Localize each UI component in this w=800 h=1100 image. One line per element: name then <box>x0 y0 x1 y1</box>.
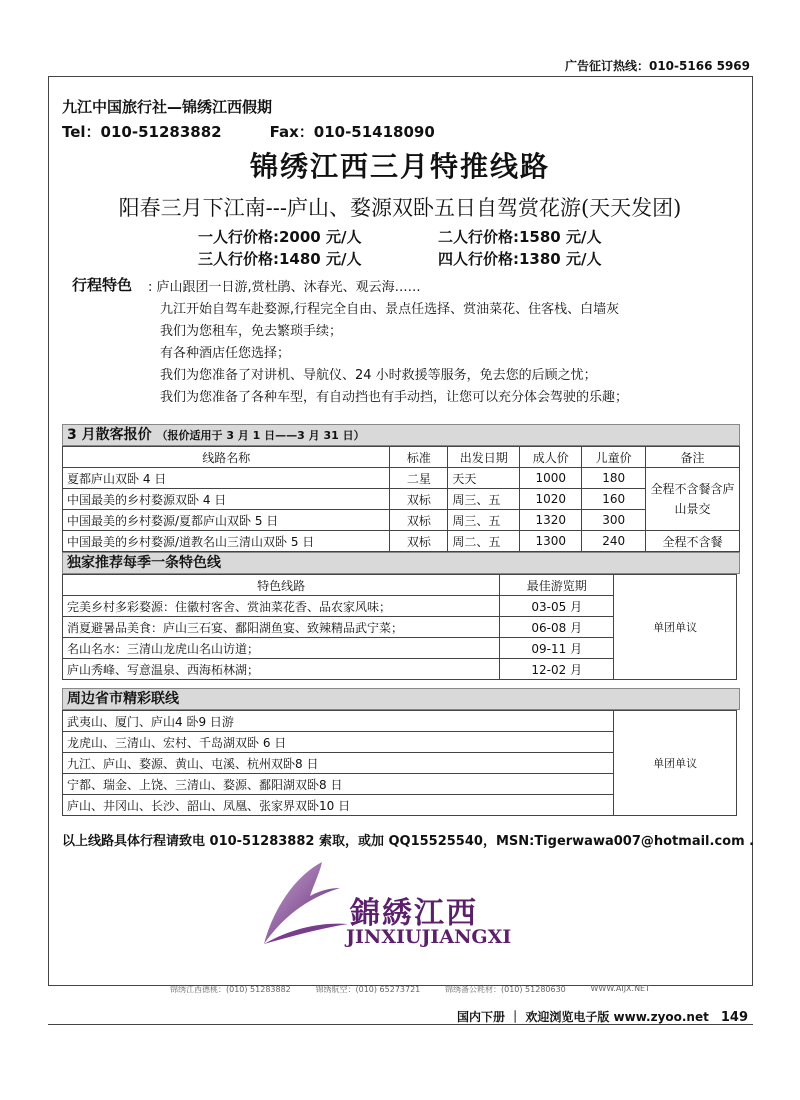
tel: Tel：010-51283882 <box>62 123 222 141</box>
table-header-row: 特色线路 最佳游览期 单团单议 <box>63 575 737 596</box>
group-note: 单团单议 <box>614 575 737 680</box>
table-header-row: 线路名称 标准 出发日期 成人价 儿童价 备注 <box>63 447 740 468</box>
price-two: 二人行价格:1580 元/人 <box>438 228 602 246</box>
agency-name: 九江中国旅行社—锦绣江西假期 <box>62 98 273 116</box>
table-row: 中国最美的乡村婺源双卧 4 日 双标 周三、五 1020 160 <box>63 489 740 510</box>
subtitle: 阳春三月下江南---庐山、婺源双卧五日自驾赏花游(天天发团) <box>118 196 682 220</box>
table-row: 龙虎山、三清山、宏村、千岛湖双卧 6 日 <box>63 732 737 753</box>
contact-line <box>62 121 435 142</box>
featured-table <box>62 574 737 680</box>
remark-cell: 全程不含餐含庐山景交 <box>646 468 740 531</box>
remark-cell: 全程不含餐 <box>646 531 740 552</box>
feature-line: 我们为您准备了各种车型，有自动挡也有手动挡，让您可以充分体会驾驶的乐趣； <box>160 390 629 405</box>
regional-table <box>62 710 737 816</box>
price-table <box>62 446 740 552</box>
logo-english: JINXIUJIANGXI <box>346 926 512 948</box>
feature-line: 我们为您租车，免去繁琐手续； <box>160 324 343 339</box>
table-row: 庐山秀峰、写意温泉、西海柘林湖； 12-02 月 <box>63 659 737 680</box>
features-list <box>160 299 628 409</box>
section-header-prices: 3 月散客报价 （报价适用于 3 月 1 日——3 月 31 日） <box>62 424 740 446</box>
main-title: 锦绣江西三月特推线路 <box>249 150 550 183</box>
page-number: 149 <box>720 1010 748 1025</box>
table-row: 夏都庐山双卧 4 日 二星 天天 1000 180 全程不含餐含庐山景交 <box>63 468 740 489</box>
footer-rule <box>48 1024 753 1025</box>
logo-chinese: 錦綉江西 <box>350 896 478 931</box>
fax: Fax：010-51418090 <box>269 123 435 141</box>
table-row: 宁都、瑞金、上饶、三清山、婺源、鄱阳湖双卧8 日 <box>63 774 737 795</box>
features-label: 行程特色 <box>72 276 133 294</box>
table-row: 完美乡村多彩婺源：住徽村客舍、赏油菜花香、品农家风味； 03-05 月 <box>63 596 737 617</box>
group-note: 单团单议 <box>614 711 737 816</box>
table-row: 中国最美的乡村婺源/道教名山三清山双卧 5 日 双标 周二、五 1300 240 全程不含餐 <box>63 531 740 552</box>
page-footer: 国内下册 ｜ 欢迎浏览电子版 www.zyoo.net 149 <box>457 1010 748 1025</box>
features-first-line: : 庐山跟团一日游,赏杜鹃、沐春光、观云海…… <box>148 280 421 295</box>
table-row: 消夏避暑品美食：庐山三石宴、鄱阳湖鱼宴、致辣精品武宁菜； 06-08 月 <box>63 617 737 638</box>
table-row: 庐山、井冈山、长沙、韶山、凤凰、张家界双卧10 日 <box>63 795 737 816</box>
price-four: 四人行价格:1380 元/人 <box>438 250 602 268</box>
feature-line: 九江开始自驾车赴婺源,行程完全自由、景点任选择、赏油菜花、住客栈、白墙灰 <box>160 302 620 317</box>
feature-line: 我们为您准备了对讲机、导航仪、24 小时救援等服务，免去您的后顾之忧； <box>160 368 597 383</box>
contact-footer: 以上线路具体行程请致电 010-51283882 索取，或加 QQ15525540，MSN:Tigerwawa007@hotmail.com . <box>62 834 755 849</box>
ad-contacts: 锦绣江西德桃：(010) 51283882 锦绣航空：(010) 65273721 锦绣备公耗材：(010) 51280630 WWW.AIJX.NET <box>170 984 650 994</box>
table-row: 武夷山、厦门、庐山4 卧9 日游 单团单议 <box>63 711 737 732</box>
section-header-regional: 周边省市精彩联线 <box>62 688 740 710</box>
feature-line: 有各种酒店任您选择； <box>160 346 291 361</box>
section-header-featured: 独家推荐每季一条特色线 <box>62 552 740 574</box>
table-row: 中国最美的乡村婺源/夏都庐山双卧 5 日 双标 周三、五 1320 300 <box>63 510 740 531</box>
table-row: 九江、庐山、婺源、黄山、屯溪、杭州双卧8 日 <box>63 753 737 774</box>
price-one: 一人行价格:2000 元/人 <box>198 228 362 246</box>
ad-hotline: 广告征订热线：010-5166 5969 <box>564 59 750 73</box>
table-row: 名山名水：三清山龙虎山名山访道； 09-11 月 <box>63 638 737 659</box>
price-list <box>198 226 601 270</box>
price-three: 三人行价格:1480 元/人 <box>198 250 362 268</box>
